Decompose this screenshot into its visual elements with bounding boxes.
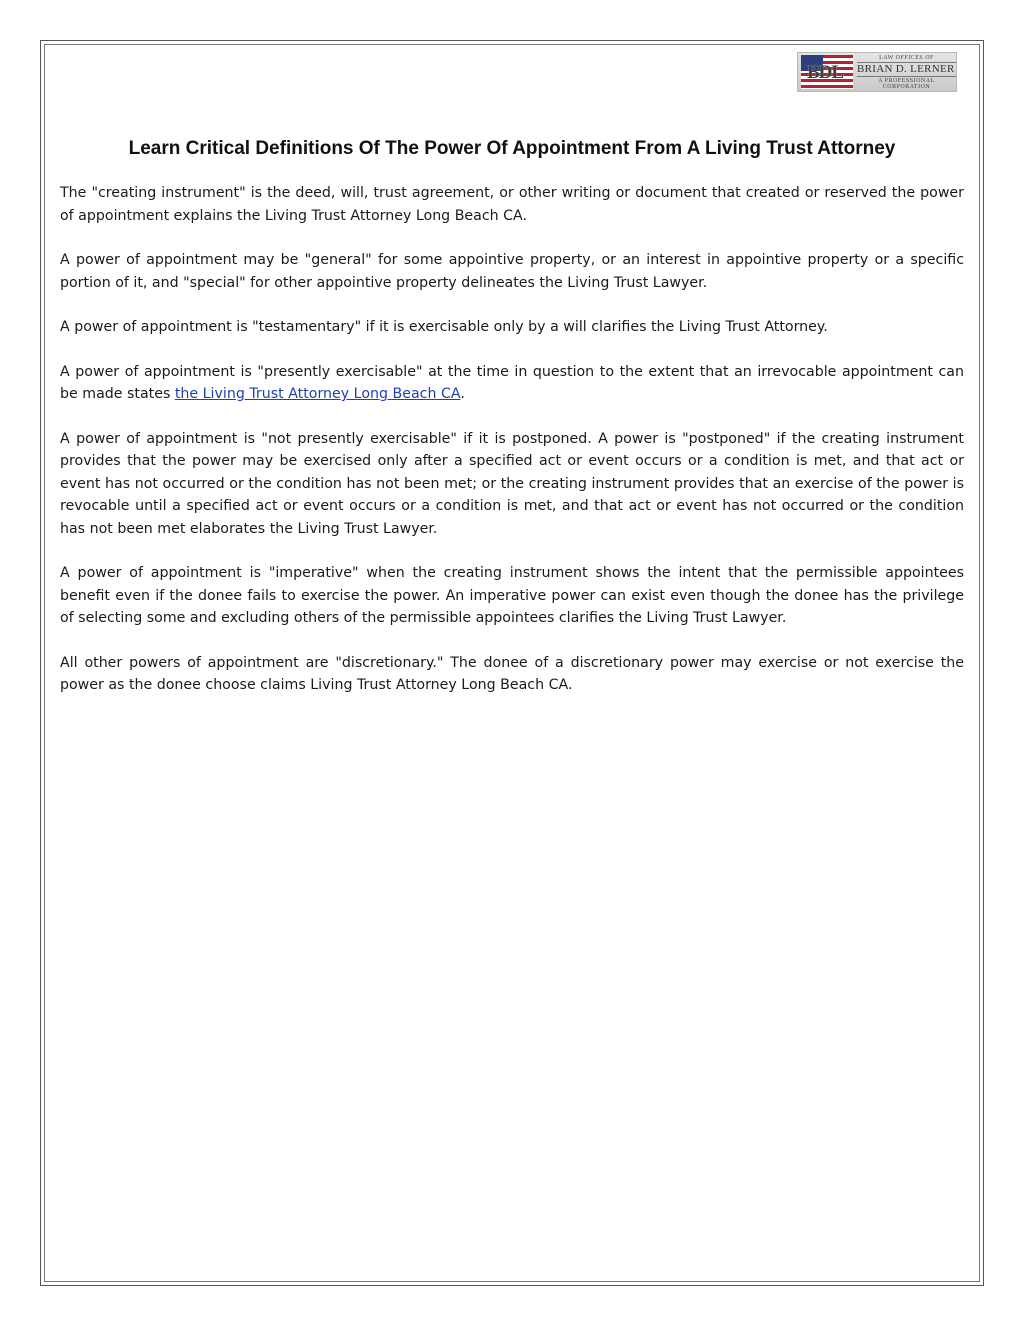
logo-name: BRIAN D. LERNER [857,62,955,75]
document-body [60,138,964,719]
paragraph-imperative: A power of appointment is "imperative" when the creating instrument shows the intent that the permissible appointees benefit even if the donee fails to exercise the power. An imperative power can exist even though the donee has the privilege of selecting some and excluding others of the permissible appointees clarifies the Living Trust Lawyer. [60,565,964,626]
living-trust-attorney-link[interactable]: the Living Trust Attorney Long Beach CA [174,386,461,402]
logo-line-3: A PROFESSIONAL CORPORATION [878,77,935,90]
logo-line-1: LAW OFFICES OF [879,54,934,61]
logo-text [857,55,956,90]
paragraph-presently-exercisable [60,361,964,406]
paragraph-presently-exercisable-end: . [460,386,465,402]
flag-icon [801,55,853,89]
paragraph-not-presently-exercisable: A power of appointment is "not presently exercisable" if it is postponed. A power is "postponed" if the creating instrument provides that the power may be exercised only after a specified act or event occurs or a condition is met, and that act or event has not occurred or the condition has not been met; or the creating instrument provides that an exercise of the power is revocable until a specified act or event occurs or a condition is met, and that act or event has not occurred or the condition has not been met elaborates the Living Trust Lawyer. [60,430,964,537]
paragraph-discretionary: All other powers of appointment are "discretionary." The donee of a discretionary power may exercise or not exercise the power as the donee choose claims Living Trust Attorney Long Beach CA. [60,654,964,693]
paragraph-general-special: A power of appointment may be "general" for some appointive property, or an interest in appointive property or a specific portion of it, and "special" for other appointive property delineates the Living Trust Lawyer. [60,252,964,291]
law-office-logo [797,52,957,92]
logo-initials: BDL [807,62,844,83]
document-title: Learn Critical Definitions Of The Power Of Appointment From A Living Trust Attorney [128,138,896,159]
paragraph-testamentary: A power of appointment is "testamentary" if it is exercisable only by a will clarifies the Living Trust Attorney. [60,319,828,335]
paragraph-presently-exercisable-text: A power of appointment is "presently exercisable" at the time in question to the extent that an irrevocable appointment can be made states [60,363,964,402]
paragraph-creating-instrument: The "creating instrument" is the deed, will, trust agreement, or other writing or document that created or reserved the power of appointment explains the Living Trust Attorney Long Beach CA. [60,185,964,224]
